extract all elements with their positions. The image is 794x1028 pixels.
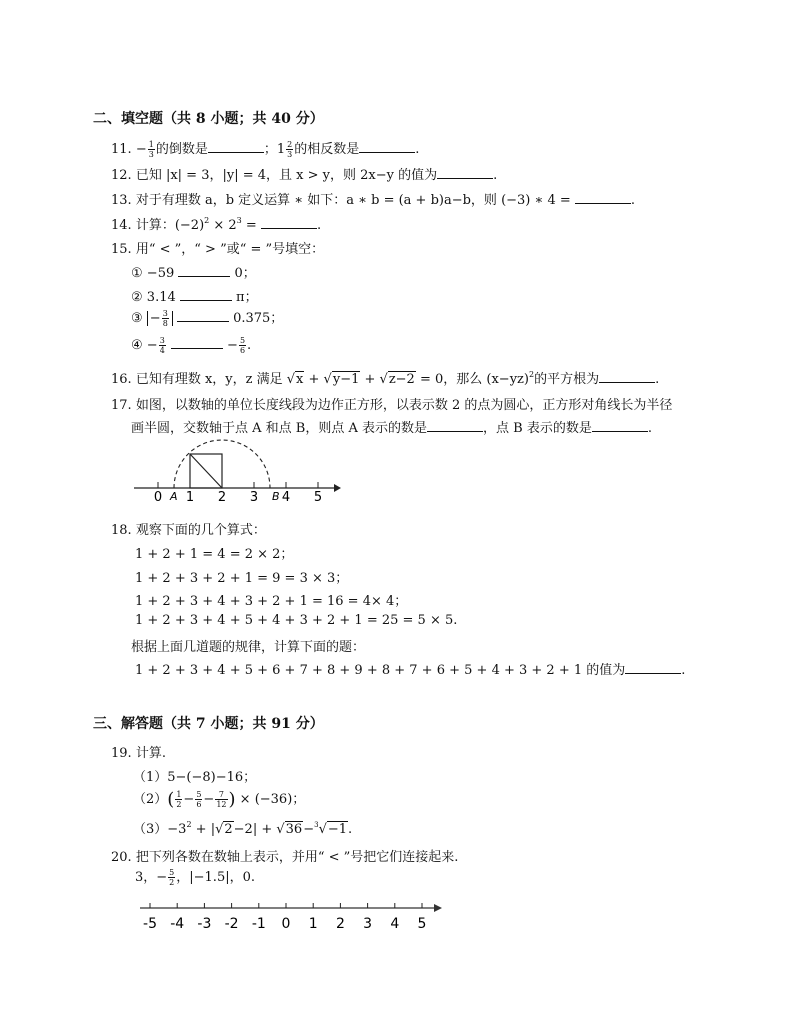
text: ；1	[263, 142, 286, 157]
exponent: 2	[186, 820, 192, 829]
root-index: 3	[314, 821, 319, 829]
tick-label: 2	[335, 916, 345, 932]
number-line-figure	[128, 438, 343, 504]
answer-blank[interactable]	[427, 419, 483, 432]
answer-blank[interactable]	[171, 336, 223, 349]
text: × 2	[209, 218, 237, 233]
numerator: 5	[239, 336, 246, 345]
question-text: 对于有理数 a，b 定义运算 ∗ 如下：a ∗ b = (a + b)a−b，则 (−3) ∗ 4 =	[135, 193, 571, 208]
numerator: 5	[196, 790, 202, 799]
question-15	[111, 238, 324, 257]
denominator: 12	[216, 800, 227, 809]
tick-label: 5	[417, 916, 427, 932]
question-number: 17.	[111, 398, 132, 413]
radicand: y−1	[332, 372, 360, 387]
answer-blank[interactable]	[437, 166, 493, 179]
denominator: 6	[196, 800, 202, 809]
fraction	[159, 336, 166, 355]
answer-blank[interactable]	[592, 419, 648, 432]
number-list	[135, 866, 255, 887]
text: −59	[146, 266, 175, 281]
question-text: 把下列各数在数轴上表示，并用“ < ”号把它们连接起来.	[135, 850, 459, 865]
text: 计算：(−2)	[135, 218, 205, 233]
numerator: 1	[176, 790, 182, 799]
question-number: 11.	[111, 142, 132, 157]
question-18	[111, 519, 266, 538]
axis-ticks	[154, 482, 322, 504]
period: .	[247, 338, 252, 353]
denominator: 4	[159, 346, 165, 355]
answer-blank[interactable]	[359, 140, 415, 153]
exponent: 2	[528, 370, 535, 379]
question-16: 16. 已知有理数 x，y，z 满足 √x + √y−1 + √z−2 = 0，那么 $(x-yz)^2$的平方根为 .	[111, 370, 660, 387]
tick-label: 3	[363, 916, 373, 932]
sub-label: （2）	[133, 792, 168, 807]
exponent: 2	[204, 216, 210, 225]
text: 0；	[234, 266, 256, 281]
section-2-title: 二、填空题（共 8 小题；共 40 分）	[93, 111, 324, 127]
tick-label: -1	[251, 916, 266, 932]
q15-item-1	[131, 262, 256, 281]
numerator: 3	[159, 336, 165, 345]
numerator: 5	[169, 868, 175, 877]
answer-blank[interactable]	[178, 264, 230, 277]
answer-blank[interactable]	[625, 661, 681, 674]
text: ，|−1.5|，0.	[176, 870, 255, 885]
axis-arrow	[434, 904, 442, 912]
point-b-label: B	[272, 490, 280, 503]
denominator: 8	[162, 319, 168, 328]
tick-label: 4	[390, 916, 400, 932]
text: 1 + 2 + 3 + 4 + 5 + 6 + 7 + 8 + 9 + 8 + 7 + 6 + 5 + 4 + 3 + 2 + 1 的值为	[135, 663, 626, 678]
tick-label: 2	[217, 490, 227, 504]
denominator: 6	[239, 346, 246, 355]
question-17-line-2	[131, 417, 652, 436]
point-a-label: A	[170, 490, 178, 503]
equation-line: 1 + 2 + 3 + 4 + 5 + 4 + 3 + 2 + 1 = 25 = 5 × 5.	[135, 613, 458, 628]
axis-arrow	[334, 484, 341, 492]
period: .	[630, 193, 636, 208]
numerator: 1	[148, 140, 154, 149]
question-number: 15.	[111, 242, 132, 257]
radicand: −1	[327, 822, 348, 837]
fraction	[162, 309, 169, 328]
answer-blank[interactable]	[575, 191, 631, 204]
numerator: 3	[162, 309, 168, 318]
diagonal	[190, 454, 222, 488]
text: π；	[236, 290, 258, 305]
radicand: 36	[285, 822, 303, 837]
circled-number: ①	[131, 266, 143, 281]
tick-label: -2	[224, 916, 239, 932]
numerator: 2	[287, 140, 293, 149]
section-3-title: 三、解答题（共 7 小题；共 91 分）	[93, 716, 324, 732]
period: .	[415, 142, 420, 157]
denominator: 3	[287, 150, 293, 159]
question-20	[111, 846, 458, 865]
q15-item-4: ④ − $\frac{3}{4}$ − $\frac{5}{6}$ .	[131, 336, 252, 355]
tick-label: 1	[308, 916, 318, 932]
question-text: 计算.	[135, 746, 166, 761]
sub-label: （3）−3	[133, 822, 187, 837]
text: −2| +	[233, 822, 273, 837]
answer-blank[interactable]	[208, 140, 264, 153]
absolute-value: − $\frac{3}{8}$	[147, 311, 173, 326]
fraction	[286, 140, 293, 159]
question-17	[111, 394, 672, 413]
radicand: x	[296, 372, 304, 387]
question-11	[111, 138, 419, 159]
equation-line: 1 + 2 + 1 = 4 = 2 × 2；	[135, 547, 294, 562]
text: = 0，那么 (x−yz)	[419, 372, 529, 387]
circled-number: ④	[131, 338, 143, 353]
question-number: 12.	[111, 168, 132, 183]
question-12	[111, 164, 497, 183]
answer-blank[interactable]	[177, 309, 229, 322]
text: −	[303, 822, 315, 837]
text: 的倒数是	[155, 142, 208, 157]
sub-question-3: $(3)-3^2 + |√2-2| + √36-^3√-1$.	[133, 820, 353, 837]
fraction	[215, 790, 227, 809]
question-text: 观察下面的几个算式：	[135, 523, 266, 538]
period: .	[316, 218, 322, 233]
tick-label: 3	[249, 490, 259, 504]
text: =	[241, 218, 257, 233]
text: 3.14	[146, 290, 176, 305]
denominator: 2	[176, 800, 182, 809]
tick-label: -4	[170, 916, 185, 932]
question-number: 16.	[111, 372, 132, 387]
text: + |	[195, 822, 216, 837]
sub-question-1: （1）5−(−8)−16；	[133, 770, 257, 785]
tick-label: 5	[313, 490, 323, 504]
period: .	[493, 168, 498, 183]
tick-label: -3	[197, 916, 212, 932]
equation-line: 1 + 2 + 3 + 2 + 1 = 9 = 3 × 3；	[135, 571, 349, 586]
text: 画半圆，交数轴于点 A 和点 B，则点 A 表示的数是	[131, 421, 427, 436]
text: 的平方根为	[534, 372, 600, 387]
numerator: 7	[215, 790, 227, 800]
fraction	[175, 790, 182, 809]
q15-item-3	[131, 307, 283, 328]
minus-sign: −	[135, 142, 147, 157]
equation-line: 1 + 2 + 3 + 4 + 3 + 2 + 1 = 16 = 4× 4；	[135, 594, 408, 609]
answer-blank[interactable]	[180, 288, 232, 301]
fraction	[168, 868, 175, 887]
tick-label: 0	[281, 916, 291, 932]
question-text: 已知 |x| = 3，|y| = 4，且 x > y，则 2x−y 的值为	[135, 168, 438, 183]
question-number: 13.	[111, 193, 132, 208]
instruction-text: 根据上面几道题的规律，计算下面的题：	[131, 640, 366, 655]
q15-item-2	[131, 286, 258, 305]
question-text: 用“ < ”，“ > ”或“ = ”号填空：	[135, 242, 325, 257]
exponent: 3	[236, 216, 242, 225]
text: 3，−	[135, 870, 168, 885]
fraction	[239, 336, 246, 355]
denominator: 2	[169, 878, 175, 887]
tick-label: -5	[143, 916, 157, 932]
question-13	[111, 189, 635, 208]
text: × (−36)；	[239, 792, 306, 807]
circled-number: ③	[131, 311, 143, 326]
final-expression	[135, 659, 685, 678]
question-number: 14.	[111, 218, 132, 233]
question-text: 如图，以数轴的单位长度线段为边作正方形，以表示数 2 的点为圆心，正方形对角线长为半径	[135, 398, 673, 413]
text: 0.375；	[233, 311, 284, 326]
tick-label: 4	[281, 490, 291, 504]
question-14	[111, 214, 321, 233]
question-number: 19.	[111, 746, 132, 761]
fraction	[148, 140, 155, 159]
period: .	[681, 663, 686, 678]
sub-question-2: （2）( $\frac{1}{2}$ − $\frac{5}{6}$ − $\frac{7}{12}$ ) × (−36)；	[133, 789, 306, 810]
question-number: 18.	[111, 523, 132, 538]
text: 的相反数是	[294, 142, 360, 157]
period: .	[647, 421, 652, 436]
period: .	[655, 372, 660, 387]
answer-blank[interactable]	[599, 370, 655, 383]
text: 已知有理数 x，y，z 满足	[135, 372, 283, 387]
question-19	[111, 742, 166, 761]
text: ，点 B 表示的数是	[483, 421, 592, 436]
tick-label: 1	[185, 490, 195, 504]
question-number: 20.	[111, 850, 132, 865]
axis-ticks	[143, 903, 426, 932]
blank-number-line	[138, 900, 448, 934]
answer-blank[interactable]	[261, 216, 317, 229]
radicand: z−2	[388, 372, 415, 387]
tick-label: 0	[153, 490, 163, 504]
denominator: 3	[148, 150, 154, 159]
period: .	[348, 822, 353, 837]
circled-number: ②	[131, 290, 143, 305]
fraction	[195, 790, 202, 809]
radicand: 2	[224, 822, 233, 837]
